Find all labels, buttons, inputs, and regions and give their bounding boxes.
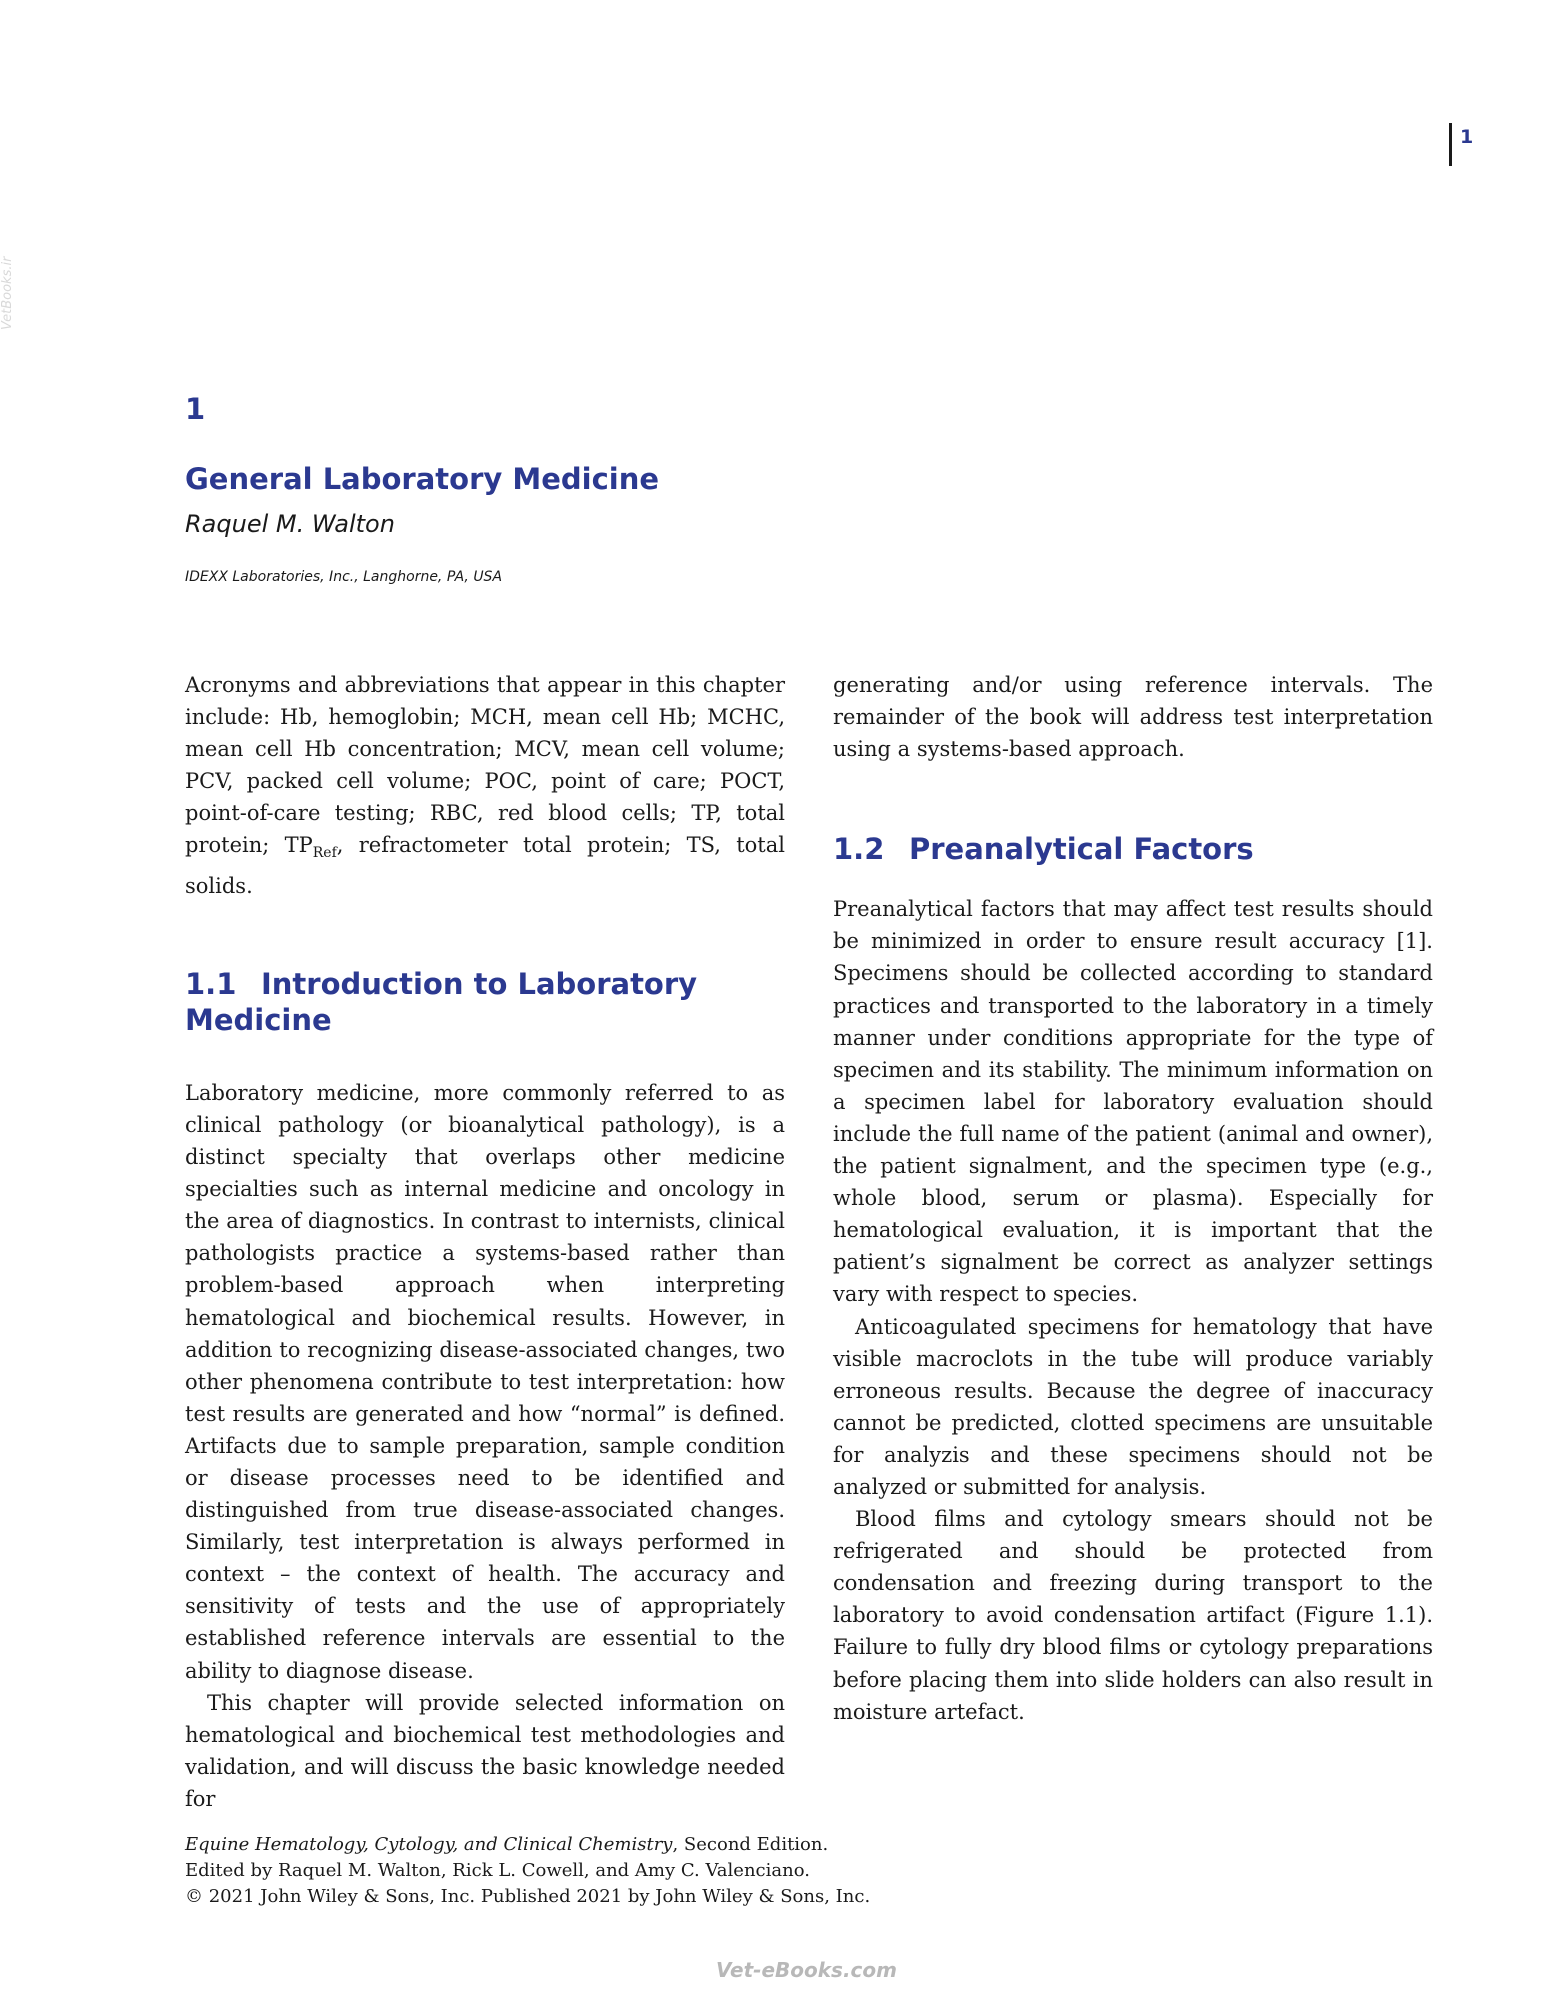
footer-editors: Edited by Raquel M. Walton, Rick L. Cowell, and Amy C. Valenciano. xyxy=(185,1860,810,1881)
section-heading-1-2 xyxy=(833,831,1433,867)
body-paragraph: This chapter will provide selected information on hematological and biochemical test methodologies and validation, and will discuss the basic knowledge needed for xyxy=(185,1690,785,1811)
left-column xyxy=(185,669,785,1815)
page-number-rule xyxy=(1449,123,1452,166)
abbreviation-subscript: Ref xyxy=(312,845,337,862)
section-number: 1.2 xyxy=(833,832,885,867)
side-watermark: VetBooks.ir xyxy=(0,256,15,330)
section-title: Introduction to Laboratory Medicine xyxy=(185,966,698,1037)
right-column xyxy=(833,669,1433,1728)
body-paragraph: Laboratory medicine, more commonly referred to as clinical pathology (or bioanalytical pathology), is a distinct specialty that overlaps other medicine specialties such as internal medicine and oncology in the area of diagnostics. In contrast to internists, clinical pathologists practice a systems-based rather than problem-based approach when interpreting hematological and biochemical results. However, in addition to recognizing disease-associated changes, two other phenomena contribute to test interpretation: how test results are generated and how “normal” is defined. Artifacts due to sample preparation, sample condition or disease processes need to be identified and distinguished from true disease-associated changes. Similarly, test interpretation is always performed in context – the context of health. The accuracy and sensitivity of tests and the use of appropriately established reference intervals are essential to the ability to diagnose disease. xyxy=(185,1080,785,1683)
book-edition: , Second Edition. xyxy=(672,1834,829,1855)
section-title: Preanalytical Factors xyxy=(909,832,1254,867)
footer-book-line xyxy=(185,1832,870,1858)
section-number: 1.1 xyxy=(185,966,237,1001)
author-affiliation: IDEXX Laboratories, Inc., Langhorne, PA, USA xyxy=(185,569,503,585)
page-number: 1 xyxy=(1460,126,1474,148)
body-paragraph: Preanalytical factors that may affect test results should be minimized in order to ensure result accuracy [1]. Specimens should be collected according to standard practices and transported to the laboratory in a timely manner under conditions appropriate for the type of specimen and its stability. The minimum information on a specimen label for laboratory evaluation should include the full name of the patient (animal and owner), the patient signalment, and the specimen type (e.g., whole blood, serum or plasma). Especially for hematological evaluation, it is important that the patient’s signalment be correct as analyzer settings vary with respect to species. xyxy=(833,897,1433,1307)
body-paragraph: Blood films and cytology smears should not be refrigerated and should be protected from condensation and freezing during transport to the laboratory to avoid condensation artifact (Figure 1.1). Failure to fully dry blood films or cytology preparations before placing them into slide holders can also result in moisture artefact. xyxy=(833,1507,1433,1724)
abbreviations-paragraph xyxy=(185,669,785,902)
chapter-number: 1 xyxy=(185,392,206,426)
body-paragraph: Anticoagulated specimens for hematology that have visible macroclots in the tube will produce variably erroneous results. Because the degree of inaccuracy cannot be predicted, clotted specimens are unsuitable for analyzis and these specimens should not be analyzed or submitted for analysis. xyxy=(833,1314,1433,1499)
publication-footer xyxy=(185,1832,870,1910)
chapter-author: Raquel M. Walton xyxy=(185,510,395,538)
abbreviations-text: Acronyms and abbreviations that appear in this chapter include: Hb, hemoglobin; MCH, mean cell Hb; MCHC, mean cell Hb concentration; MCV, mean cell volume; PCV, packed cell volume; POC, point of care; POCT, point-of-care testing; RBC, red blood cells; TP, total protein; xyxy=(185,673,785,858)
footer-copyright: © 2021 John Wiley & Sons, Inc. Published 2021 by John Wiley & Sons, Inc. xyxy=(185,1886,871,1907)
book-title: Equine Hematology, Cytology, and Clinical Chemistry xyxy=(185,1834,673,1855)
body-paragraph-continued: generating and/or using reference intervals. The remainder of the book will address test interpretation using a systems-based approach. xyxy=(833,673,1433,762)
abbreviations-tail: , refractometer total protein; TS, total solids. xyxy=(185,833,785,898)
section-heading-1-1 xyxy=(185,966,785,1038)
chapter-title: General Laboratory Medicine xyxy=(185,462,660,496)
bottom-logo: Vet-eBooks.com xyxy=(716,1958,897,1982)
abbreviation-tp: TP xyxy=(284,833,313,858)
